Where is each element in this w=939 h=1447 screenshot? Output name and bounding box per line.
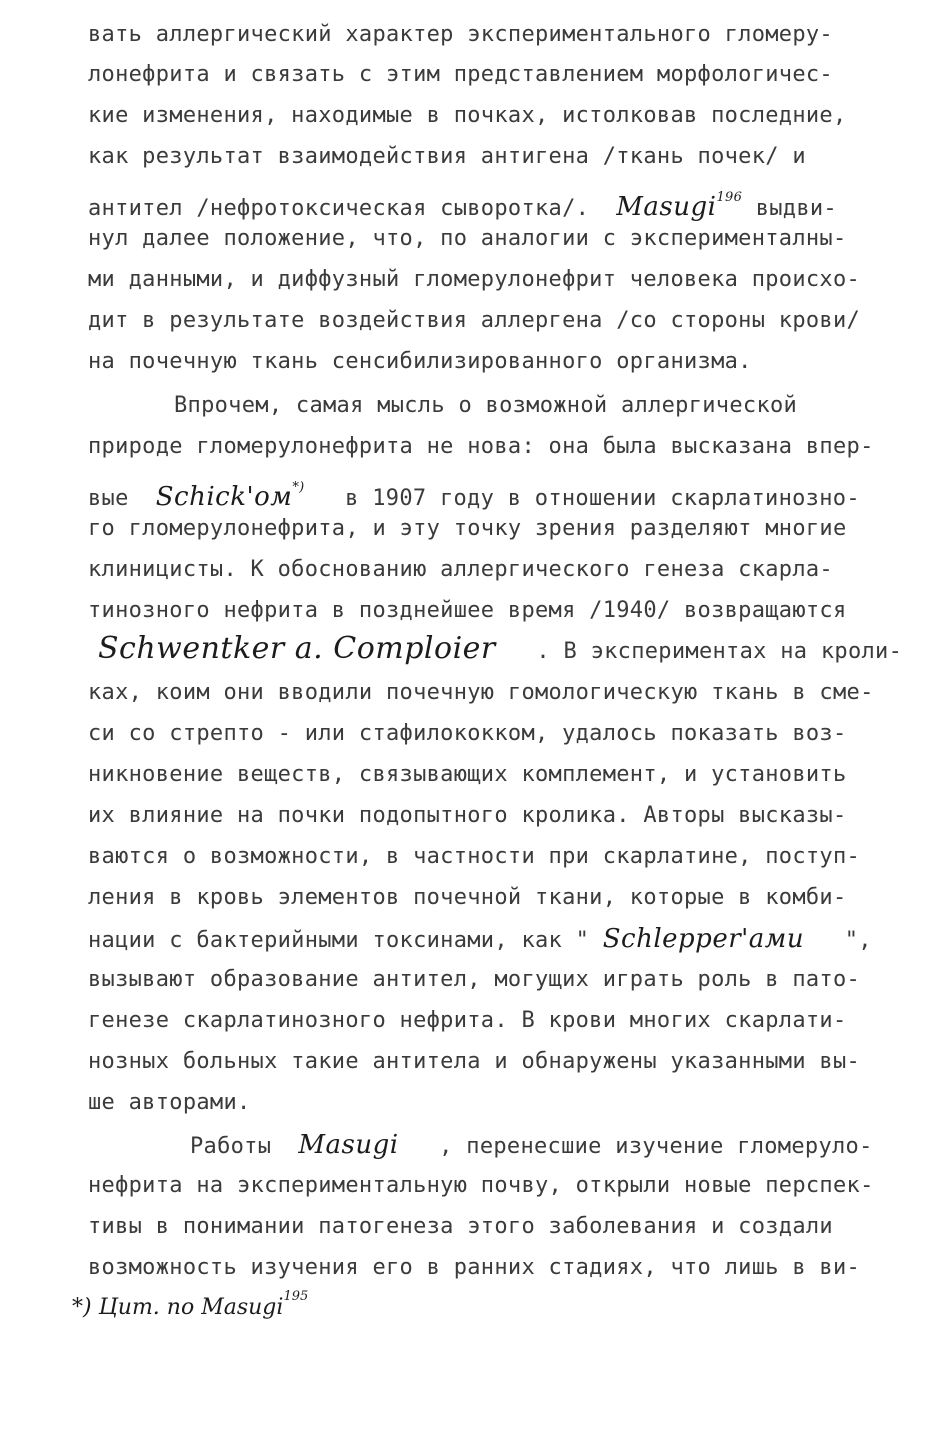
text-line: генезе скарлатинозного нефрита. В крови многих скарлати- — [88, 1008, 847, 1033]
text-line: их влияние на почки подопытного кролика. Авторы высказы- — [88, 803, 847, 828]
text-line: лонефрита и связать с этим представлением морфологичес- — [88, 62, 833, 87]
text-line — [190, 1130, 873, 1162]
text-line: ми данными, и диффузный гломерулонефрит человека происхо- — [88, 267, 861, 292]
text-line: тивы в понимании патогенеза этого заболевания и создали — [88, 1214, 833, 1239]
text-line — [88, 473, 860, 514]
text-line: си со стрепто - или стафилококком, удалось показать воз- — [88, 721, 847, 746]
text-line: возможность изучения его в ранних стадиях, что лишь в ви- — [88, 1255, 861, 1280]
text-line: кие изменения, находимые в почках, истолковав последние, — [88, 103, 847, 128]
text-line: ках, коим они вводили почечную гомологическую ткань в сме- — [88, 680, 874, 705]
text-line: ления в кровь элементов почечной ткани, которые в комби- — [88, 885, 847, 910]
text-line: клиницисты. К обоснованию аллергического генеза скарла- — [88, 557, 833, 582]
text-line: Впрочем, самая мысль о возможной аллергической — [174, 393, 798, 418]
reference-number: 196 — [716, 190, 743, 205]
text-line — [98, 631, 903, 667]
text-segment: вые — [88, 486, 156, 511]
footnote — [72, 1282, 308, 1323]
handwritten-name: Schlepper'ами — [602, 924, 805, 954]
text-line: вызывают образование антител, могущих играть роль в пато- — [88, 967, 861, 992]
footnote-mark: *) — [72, 1295, 92, 1320]
text-segment: выдви- — [742, 196, 837, 221]
reference-number: 195 — [283, 1289, 309, 1304]
text-segment: . В экспериментах на кроли- — [495, 639, 903, 664]
text-segment: ", — [804, 928, 872, 953]
text-line: нозных больных такие антитела и обнаружены указанными вы- — [88, 1049, 861, 1074]
text-line — [88, 924, 872, 956]
text-segment: антител /нефротоксическая сыворотка/. — [88, 196, 617, 221]
handwritten-name: Masugi — [201, 1295, 284, 1320]
handwritten-name: Masugi — [298, 1130, 399, 1160]
handwritten-name: Schwentker a. Comploier — [98, 631, 496, 666]
footnote-text: Цит. по — [91, 1295, 202, 1320]
text-line: нефрита на экспериментальную почву, открыли новые перспек- — [88, 1173, 874, 1198]
handwritten-name: Masugi — [616, 192, 717, 222]
text-line: го гломерулонефрита, и эту точку зрения разделяют многие — [88, 516, 847, 541]
text-segment: в 1907 году в отношении скарлатинозно- — [304, 486, 860, 511]
text-line — [88, 183, 837, 224]
text-line: как результат взаимодействия антигена /ткань почек/ и — [88, 144, 806, 169]
text-line: дит в результате воздействия аллергена /со стороны крови/ — [88, 308, 861, 333]
text-line: ваются о возможности, в частности при скарлатине, поступ- — [88, 844, 861, 869]
text-line: тинозного нефрита в позднейшее время /1940/ возвращаются — [88, 598, 847, 623]
text-line: никновение веществ, связывающих комплемент, и установить — [88, 762, 847, 787]
text-segment: Работы — [190, 1134, 299, 1159]
text-line: ше авторами. — [88, 1090, 251, 1115]
text-line: на почечную ткань сенсибилизированного организма. — [88, 349, 752, 374]
text-segment: , перенесшие изучение гломеруло- — [398, 1134, 873, 1159]
text-line: вать аллергический характер экспериментального гломеру- — [88, 22, 833, 47]
text-line: природе гломерулонефрита не нова: она была высказана впер- — [88, 434, 874, 459]
text-segment: нации с бактерийными токсинами, как " — [88, 928, 603, 953]
text-line: нул далее положение, что, по аналогии с эксперименталны- — [88, 226, 847, 251]
handwritten-name: Schick'ом — [155, 482, 293, 512]
footnote-mark: *) — [292, 480, 305, 495]
